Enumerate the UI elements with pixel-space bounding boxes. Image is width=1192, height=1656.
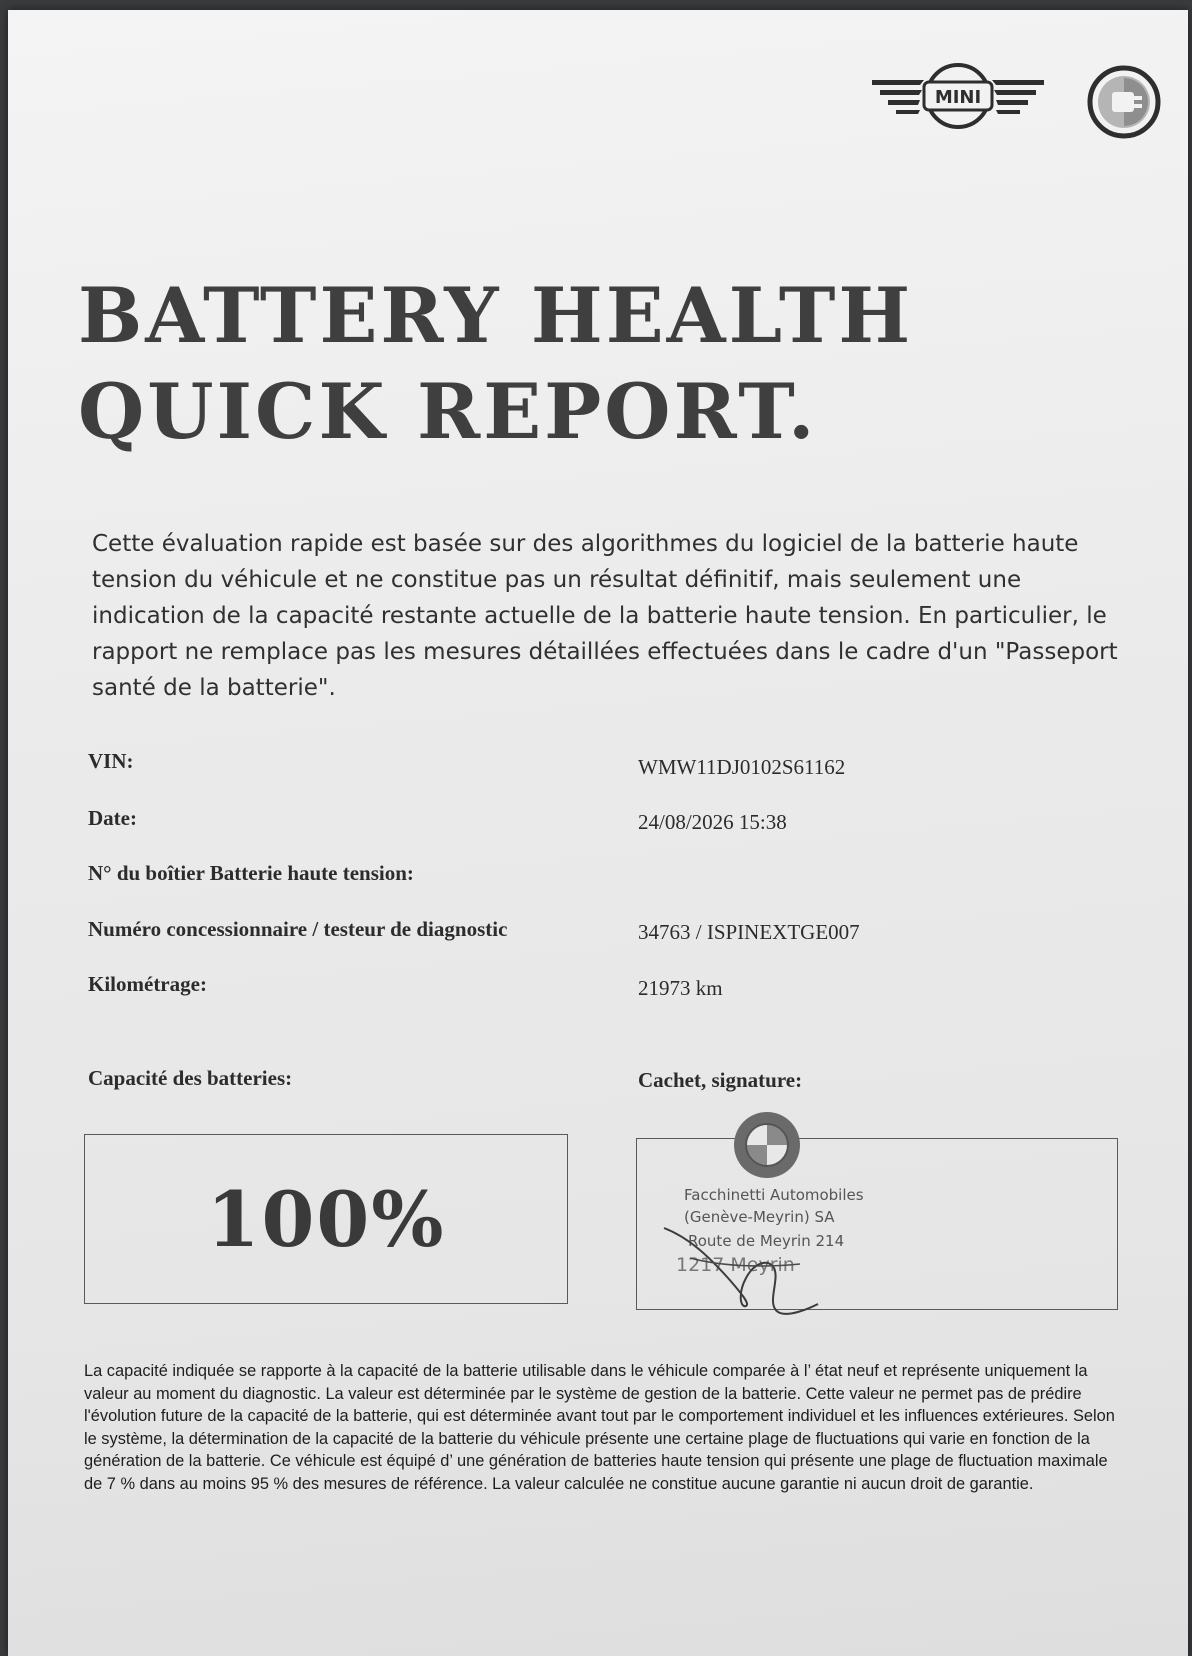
handwritten-signature bbox=[650, 1108, 890, 1318]
capacity-value: 100% bbox=[206, 1174, 446, 1264]
capacity-box bbox=[84, 1134, 568, 1304]
stamp-line-1: Facchinetti Automobiles bbox=[684, 1186, 864, 1204]
battery-box-number-label: N° du boîtier Batterie haute tension: bbox=[88, 861, 414, 885]
capacity-label: Capacité des batteries: bbox=[88, 1066, 293, 1090]
report-title bbox=[78, 268, 913, 460]
dealer-tester-value: 34763 / ISPINEXTGE007 bbox=[638, 920, 860, 944]
mini-logo-text: MINI bbox=[934, 87, 982, 108]
mileage-value: 21973 km bbox=[638, 976, 723, 1000]
signature-label: Cachet, signature: bbox=[638, 1068, 803, 1092]
disclaimer-paragraph: La capacité indiquée se rapporte à la capacité de la batterie utilisable dans le véhicule comparée à l’ état neuf et représente uniquement la valeur au moment du diagnostic. La valeur est déterminée par le système de gestion de la batterie. Cette valeur ne permet pas de prédire l'évolution future de la capacité de la batterie, qui est déterminée avant tout par le comportement individuel et les influences extérieures. Selon le système, la détermination de la capacité de la batterie du véhicule présente une certaine plage de fluctuations qui varie en fonction de la génération de la batterie. Ce véhicule est équipé d’ une génération de batteries haute tension qui présente une plage de fluctuation maximale de 7 % dans au moins 95 % des mesures de référence. La valeur calculée ne constitue aucune garantie ni aucun droit de garantie. bbox=[84, 1362, 1115, 1493]
intro-paragraph: Cette évaluation rapide est basée sur des algorithmes du logiciel de la batterie haute tension du véhicule et ne constitue pas un résultat définitif, mais seulement une indication de la capacité restante actuelle de la batterie haute tension. En particulier, le rapport ne remplace pas les mesures détaillées effectuées dans le cadre d'un "Passeport santé de la batterie". bbox=[92, 531, 1118, 701]
stamp-line-4: 1217 Meyrin bbox=[676, 1254, 795, 1276]
report-title-line2: QUICK REPORT. bbox=[78, 367, 818, 456]
electric-plug-icon bbox=[1086, 64, 1162, 140]
stamp-line-2: (Genève-Meyrin) SA bbox=[684, 1208, 835, 1226]
report-title-line1: BATTERY HEALTH bbox=[78, 271, 914, 360]
date-value: 24/08/2026 15:38 bbox=[638, 810, 787, 834]
mini-logo-icon bbox=[872, 62, 1044, 134]
mileage-label: Kilométrage: bbox=[88, 972, 207, 996]
date-label: Date: bbox=[88, 806, 137, 830]
vin-value: WMW11DJ0102S61162 bbox=[638, 755, 846, 779]
dealer-tester-label: Numéro concessionnaire / testeur de diagnostic bbox=[88, 917, 508, 941]
vin-label: VIN: bbox=[88, 749, 134, 773]
stamp-line-3: Route de Meyrin 214 bbox=[688, 1232, 845, 1250]
